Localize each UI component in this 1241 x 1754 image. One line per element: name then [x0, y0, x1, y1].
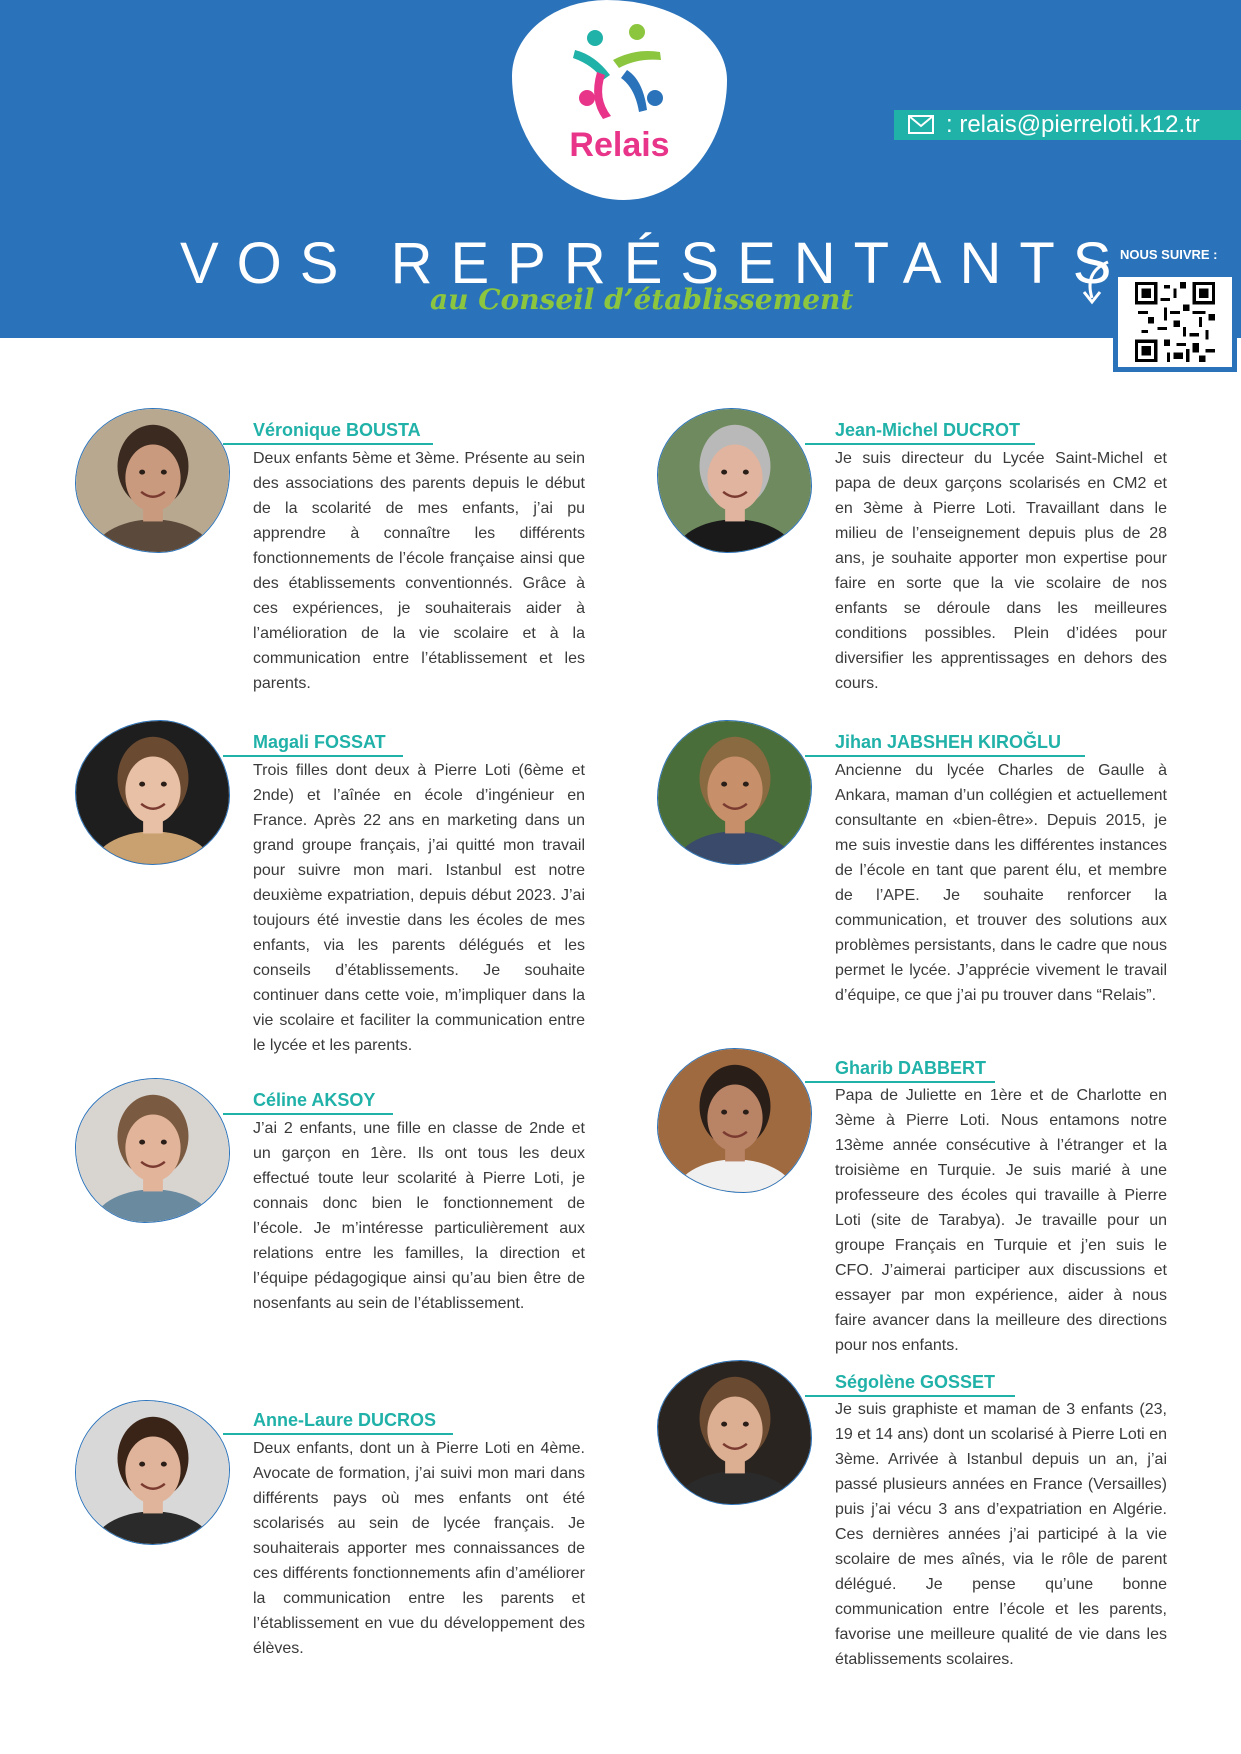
email-address[interactable]: : relais@pierreloti.k12.tr [946, 111, 1200, 139]
logo-text: Relais [512, 126, 727, 165]
representative-bio: Trois filles dont deux à Pierre Loti (6ème et 2nde) et l’aînée en école d’ingénieur en France. Après 22 ans en marketing dans un grand groupe français, j’ai quitté mon travail pour suivre mon mari. Istanbul est notre deuxième expatriation, depuis début 2023. J’ai toujours été investie dans les écoles de mes enfants, via les parents délégués et les conseils d’établissements. Je souhaite continuer dans cette voie, m’impliquer dans la vie scolaire et faciliter la communication entre le lycée et les parents. [253, 758, 585, 1058]
representative-bio: Je suis graphiste et maman de 3 enfants (23, 19 et 14 ans) dont un scolarisé à Pierre Loti en 3ème. Arrivée à Istanbul depuis un an, j’ai passé plusieurs années en France (Versailles) puis j’ai vécu 3 ans d’expatriation en Algérie. Ces dernières années j’ai participé à la vie scolaire de mes aînés, via le rôle de parent délégué. Je pense qu’une bonne communication entre l’école et les parents, favorise une meilleure qualité de vie dans les établissements scolaires. [835, 1397, 1167, 1672]
representative-name: Magali FOSSAT [253, 732, 386, 753]
representative-name: Ségolène GOSSET [835, 1372, 995, 1393]
mail-icon [908, 115, 934, 134]
email-banner[interactable] [894, 110, 1241, 140]
portrait-photo [75, 1078, 230, 1223]
representative-bio: Je suis directeur du Lycée Saint-Michel et papa de deux garçons scolarisés en CM2 et en 3ème à Pierre Loti. Travaillant dans le milieu de l’enseignement depuis plus de 28 ans, je souhaite apporter mon expertise pour faire en sorte que la vie scolaire de nos enfants se déroule dans les meilleures conditions possibles. Plein d’idées pour diversifier les apprentissages en dehors des cours. [835, 446, 1167, 696]
name-underline [223, 1433, 453, 1435]
representative-name: Céline AKSOY [253, 1090, 375, 1111]
representative-bio: Papa de Juliette en 1ère et de Charlotte en 3ème à Pierre Loti. Nous entamons notre 13ème année consécutive à l’étranger et la troisième en Turquie. Je suis marié à une professeure des écoles qui travaille à Pierre Loti (site de Tarabya). Je travaille pour un groupe Français en Turquie et j’en suis le CFO. J’aimerai participer aux discussions et essayer par mon expérience, aider à nous faire avancer dans la meilleure des directions pour nos enfants. [835, 1083, 1167, 1358]
portrait-photo [75, 1400, 230, 1545]
name-underline [223, 1113, 393, 1115]
portrait-photo [657, 1360, 812, 1505]
follow-label: NOUS SUIVRE : [1120, 247, 1218, 262]
page-title: VOS REPRÉSENTANTS [180, 230, 1060, 297]
page-subtitle: au Conseil d’établissement [430, 283, 853, 316]
representative-name: Véronique BOUSTA [253, 420, 421, 441]
portrait-photo [657, 720, 812, 865]
name-underline [805, 443, 1035, 445]
representative-name: Jean-Michel DUCROT [835, 420, 1020, 441]
representative-name: Jihan JABSHEH KIROĞLU [835, 732, 1061, 753]
portrait-photo [75, 720, 230, 865]
relais-logo-icon [565, 20, 675, 120]
name-underline [223, 755, 403, 757]
portrait-photo [657, 1048, 812, 1193]
arrow-icon [1078, 258, 1118, 308]
portrait-photo [75, 408, 230, 553]
representative-name: Gharib DABBERT [835, 1058, 986, 1079]
portrait-photo [657, 408, 812, 553]
name-underline [223, 443, 433, 445]
representative-bio: J’ai 2 enfants, une fille en classe de 2nde et un garçon en 1ère. Ils ont tous les deux effectué toute leur scolarité à Pierre Loti, je connais donc bien le fonctionnement de l’école. Je m’intéresse particulièrement aux relations entre les familles, la direction et l’équipe pédagogique ainsi qu’au bien être de nosenfants au sein de l’établissement. [253, 1116, 585, 1316]
representative-name: Anne-Laure DUCROS [253, 1410, 436, 1431]
representative-bio: Deux enfants 5ème et 3ème. Présente au sein des associations des parents depuis le début de la scolarité de mes enfants, j’ai pu apprendre à connaître les différents fonctionnements de l’école française ainsi que des établissements conventionnés. Grâce à ces expériences, je souhaiterais aider à l’amélioration de la vie scolaire et à la communication entre l’établissement et les parents. [253, 446, 585, 696]
representative-bio: Ancienne du lycée Charles de Gaulle à Ankara, maman d’un collégien et actuellement consultante en «bien-être». Depuis 2015, je me suis investie dans les différentes instances de l’école en tant que parent élu, et membre de l’APE. Je souhaite renforcer la communication, et trouver des solutions aux problèmes persistants, dans le cadre que nous permet le lycée. J’apprécie vivement le travail d’équipe, ce que j’ai pu trouver dans “Relais”. [835, 758, 1167, 1008]
qr-code[interactable] [1113, 272, 1237, 372]
name-underline [805, 755, 1085, 757]
header-banner [0, 0, 1241, 338]
representative-bio: Deux enfants, dont un à Pierre Loti en 4ème. Avocate de formation, j’ai suivi mon mari dans différents pays où mes enfants ont été scolarisés au sein de lycée français. Je souhaiterais apporter mes connaissances de ces différents fonctionnements afin d’améliorer la communication entre les parents et l’établissement en vue du développement des élèves. [253, 1436, 585, 1661]
